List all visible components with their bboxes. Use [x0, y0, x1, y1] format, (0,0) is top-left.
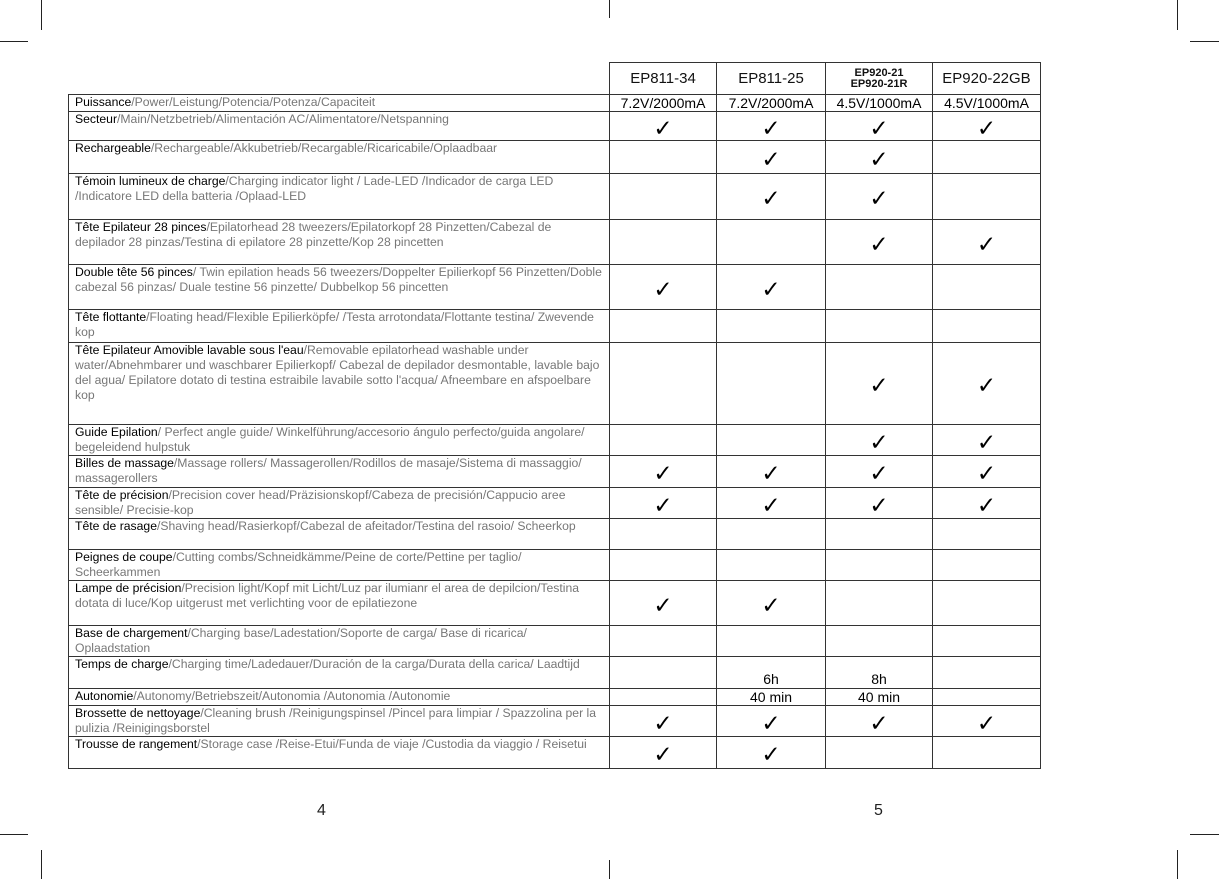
empty-cell — [826, 626, 933, 657]
feature-row — [69, 343, 1041, 425]
feature-row — [69, 488, 1041, 519]
model-header: EP811-34 — [610, 63, 717, 95]
empty-cell — [717, 550, 826, 581]
checkmark-icon: ✓ — [976, 460, 997, 486]
feature-translations: /Precision light/Kopf mit Licht/Luz par ilumianr el area de depilcion/Testina dotata di luce/Kop uitgerust met verlichting voor de epilatiezone — [75, 581, 580, 610]
feature-translations: /Cutting combs/Schneidkämme/Peine de corte/Pettine per taglio/ Scheerkammen — [75, 550, 522, 579]
empty-cell — [717, 519, 826, 550]
empty-cell — [826, 310, 933, 343]
checkmark-icon: ✓ — [976, 114, 997, 141]
feature-cell — [933, 112, 1041, 141]
empty-cell — [933, 737, 1041, 769]
checkmark-icon: ✓ — [976, 372, 997, 398]
feature-translations: /Shaving head/Rasierkopf/Cabezal de afeitador/Testina del rasoio/ Scheerkop — [156, 519, 576, 533]
model-header-line: EP920-21 — [854, 66, 904, 79]
feature-row — [69, 174, 1041, 220]
power-value: 7.2V/2000mA — [717, 95, 826, 112]
feature-translations: /Storage case /Reise-Etui/Funda de viaje /Custodia da viaggio / Reisetui — [197, 737, 587, 751]
power-value: 7.2V/2000mA — [610, 95, 717, 112]
empty-cell — [610, 689, 717, 706]
feature-row — [69, 550, 1041, 581]
feature-cell — [717, 737, 826, 769]
spec-value: 8h — [826, 657, 933, 689]
model-header-row — [69, 63, 1041, 95]
feature-cell — [717, 456, 826, 488]
checkmark-icon: ✓ — [869, 491, 889, 518]
feature-cell — [717, 706, 826, 737]
feature-cell — [826, 706, 933, 737]
feature-name-fr: Tête flottante — [75, 310, 147, 324]
feature-row — [69, 737, 1041, 769]
crop-mark — [1177, 0, 1178, 30]
feature-translations: /Epilatorhead 28 tweezers/Epilatorkopf 28 Pinzetten/Cabezal de depilador 28 pinzas/Testina di epilatore 28 pinzette/Kop 28 pincetten — [75, 220, 552, 249]
checkmark-icon: ✓ — [869, 709, 889, 736]
feature-translations: /Main/Netzbetrieb/Alimentación AC/Alimentatore/Netspanning — [117, 112, 449, 126]
feature-row — [69, 456, 1041, 488]
feature-cell — [717, 112, 826, 141]
empty-cell — [610, 550, 717, 581]
empty-cell — [933, 657, 1041, 689]
feature-cell — [610, 265, 717, 310]
feature-name-fr: Témoin lumineux de charge — [75, 174, 226, 188]
feature-cell — [717, 141, 826, 174]
feature-cell — [933, 425, 1041, 456]
feature-label — [69, 737, 610, 769]
feature-name-fr: Rechargeable — [75, 141, 151, 155]
feature-name-fr: Peignes de coupe — [75, 550, 173, 564]
crop-mark — [609, 0, 610, 18]
feature-name-fr: Temps de charge — [75, 657, 169, 671]
feature-cell — [826, 112, 933, 141]
feature-translations: /Precision cover head/Präzisionskopf/Cabeza de precisión/Cappucio aree sensible/ Precisie-kop — [75, 488, 566, 517]
feature-name-fr: Guide Epilation — [75, 425, 158, 439]
feature-label — [69, 265, 610, 310]
feature-name-fr: Puissance — [75, 95, 132, 109]
model-header: EP811-25 — [717, 63, 826, 95]
feature-translations: /Removable epilatorhead washable under water/Abnehmbarer und waschbarer Epilierkopf/ Cabezal de depilador desmontable, lavable bajo del agua/ Epilatore dotato di testina estraibile lavabile sotto l'acqua/ Afneembare en afspoelbare kop — [75, 343, 600, 402]
checkmark-icon: ✓ — [653, 491, 673, 518]
checkmark-icon: ✓ — [976, 230, 997, 257]
feature-cell — [610, 112, 717, 141]
empty-cell — [717, 310, 826, 343]
checkmark-icon: ✓ — [761, 460, 781, 486]
feature-label — [69, 550, 610, 581]
feature-label — [69, 706, 610, 737]
empty-cell — [933, 689, 1041, 706]
feature-label — [69, 220, 610, 265]
spec-value: 40 min — [826, 689, 933, 706]
feature-cell — [717, 174, 826, 220]
empty-cell — [933, 310, 1041, 343]
empty-cell — [610, 626, 717, 657]
empty-cell — [610, 343, 717, 425]
empty-cell — [717, 626, 826, 657]
checkmark-icon: ✓ — [869, 372, 889, 398]
feature-label — [69, 425, 610, 456]
feature-name-fr: Double tête 56 pinces — [75, 265, 193, 279]
empty-cell — [933, 174, 1041, 220]
power-value: 4.5V/1000mA — [826, 95, 933, 112]
feature-translations: /Charging base/Ladestation/Soporte de carga/ Base di ricarica/ Oplaadstation — [75, 626, 527, 655]
feature-row — [69, 626, 1041, 657]
feature-row — [69, 141, 1041, 174]
feature-cell — [826, 220, 933, 265]
crop-mark — [0, 834, 28, 835]
feature-name-fr: Tête Epilateur 28 pinces — [75, 220, 207, 234]
feature-cell — [933, 220, 1041, 265]
feature-row — [69, 265, 1041, 310]
feature-row — [69, 689, 1041, 706]
spec-value: 6h — [717, 657, 826, 689]
feature-cell — [717, 581, 826, 626]
feature-name-fr: Secteur — [75, 112, 118, 126]
checkmark-icon: ✓ — [869, 114, 889, 141]
crop-mark — [609, 860, 610, 879]
feature-label — [69, 488, 610, 519]
checkmark-icon: ✓ — [869, 185, 889, 211]
feature-label — [69, 141, 610, 174]
checkmark-icon: ✓ — [976, 491, 997, 518]
checkmark-icon: ✓ — [761, 491, 781, 518]
checkmark-icon: ✓ — [869, 230, 889, 257]
feature-name-fr: Tête de précision — [75, 488, 169, 502]
feature-comparison-table — [68, 62, 1041, 769]
feature-label — [69, 112, 610, 141]
feature-translations: /Floating head/Flexible Epilierköpfe/ /Testa arrotondata/Flottante testina/ Zwevende kop — [75, 310, 594, 339]
feature-row — [69, 95, 1041, 112]
crop-mark — [0, 41, 28, 42]
feature-cell — [826, 425, 933, 456]
model-header: EP920-22GB — [933, 63, 1041, 95]
feature-row — [69, 112, 1041, 141]
feature-row — [69, 220, 1041, 265]
feature-cell — [826, 141, 933, 174]
feature-cell — [933, 343, 1041, 425]
feature-cell — [933, 706, 1041, 737]
empty-cell — [933, 626, 1041, 657]
empty-cell — [610, 425, 717, 456]
feature-row — [69, 657, 1041, 689]
feature-cell — [610, 488, 717, 519]
power-value: 4.5V/1000mA — [933, 95, 1041, 112]
header-blank-cell — [69, 63, 610, 95]
model-header-line: EP920-21R — [850, 77, 908, 90]
empty-cell — [610, 519, 717, 550]
feature-cell — [717, 265, 826, 310]
crop-mark — [1177, 850, 1178, 879]
feature-cell — [610, 737, 717, 769]
checkmark-icon: ✓ — [761, 709, 781, 736]
empty-cell — [717, 343, 826, 425]
feature-row — [69, 425, 1041, 456]
feature-name-fr: Tête de rasage — [75, 519, 157, 533]
checkmark-icon: ✓ — [653, 114, 673, 141]
checkmark-icon: ✓ — [761, 741, 781, 767]
checkmark-icon: ✓ — [653, 460, 673, 486]
checkmark-icon: ✓ — [869, 428, 889, 455]
crop-mark — [1190, 834, 1219, 835]
checkmark-icon: ✓ — [761, 145, 781, 172]
feature-translations: /Autonomy/Betriebszeit/Autonomia /Autonomia /Autonomie — [133, 689, 451, 703]
feature-label — [69, 95, 610, 112]
empty-cell — [610, 657, 717, 689]
empty-cell — [610, 141, 717, 174]
empty-cell — [933, 519, 1041, 550]
checkmark-icon: ✓ — [976, 709, 997, 736]
checkmark-icon: ✓ — [761, 185, 781, 211]
page-number-right: 5 — [874, 802, 883, 819]
checkmark-icon: ✓ — [653, 591, 673, 618]
feature-row — [69, 519, 1041, 550]
empty-cell — [933, 265, 1041, 310]
feature-name-fr: Tête Epilateur Amovible lavable sous l'eau — [75, 343, 304, 357]
feature-label — [69, 657, 610, 689]
feature-cell — [933, 456, 1041, 488]
feature-name-fr: Lampe de précision — [75, 581, 182, 595]
empty-cell — [826, 737, 933, 769]
checkmark-icon: ✓ — [869, 145, 889, 172]
feature-cell — [826, 174, 933, 220]
checkmark-icon: ✓ — [761, 114, 781, 141]
feature-label — [69, 310, 610, 343]
empty-cell — [717, 220, 826, 265]
checkmark-icon: ✓ — [653, 741, 673, 767]
checkmark-icon: ✓ — [761, 591, 781, 618]
feature-translations: /Power/Leistung/Potencia/Potenza/Capaciteit — [131, 95, 376, 109]
feature-row — [69, 310, 1041, 343]
feature-cell — [610, 456, 717, 488]
feature-name-fr: Trousse de rangement — [75, 737, 198, 751]
feature-cell — [717, 488, 826, 519]
empty-cell — [826, 519, 933, 550]
feature-name-fr: Brossette de nettoyage — [75, 706, 201, 720]
crop-mark — [41, 850, 42, 879]
checkmark-icon: ✓ — [653, 275, 673, 302]
feature-cell — [610, 706, 717, 737]
feature-translations: /Rechargeable/Akkubetrieb/Recargable/Ricaricabile/Oplaadbaar — [150, 141, 498, 155]
feature-label — [69, 343, 610, 425]
empty-cell — [826, 581, 933, 626]
empty-cell — [610, 220, 717, 265]
feature-label — [69, 626, 610, 657]
empty-cell — [826, 265, 933, 310]
model-header — [826, 63, 933, 95]
feature-cell — [933, 488, 1041, 519]
checkmark-icon: ✓ — [653, 709, 673, 736]
spec-value: 40 min — [717, 689, 826, 706]
feature-label — [69, 456, 610, 488]
feature-label — [69, 581, 610, 626]
checkmark-icon: ✓ — [761, 275, 781, 302]
empty-cell — [933, 550, 1041, 581]
feature-cell — [826, 343, 933, 425]
crop-mark — [41, 0, 42, 30]
feature-row — [69, 706, 1041, 737]
empty-cell — [826, 550, 933, 581]
feature-cell — [826, 456, 933, 488]
empty-cell — [610, 310, 717, 343]
page-number-left: 4 — [317, 802, 326, 819]
checkmark-icon: ✓ — [976, 428, 997, 455]
feature-name-fr: Base de chargement — [75, 626, 188, 640]
feature-translations: / Perfect angle guide/ Winkelführung/accesorio ángulo perfecto/guida angolare/ begeleidend hulpstuk — [75, 425, 585, 454]
feature-translations: / Twin epilation heads 56 tweezers/Doppelter Epilierkopf 56 Pinzetten/Doble cabezal 56 pinzas/ Duale testine 56 pinzette/ Dubbelkop 56 pincetten — [75, 265, 602, 294]
feature-label — [69, 689, 610, 706]
checkmark-icon: ✓ — [869, 460, 889, 486]
feature-name-fr: Autonomie — [75, 689, 134, 703]
empty-cell — [933, 581, 1041, 626]
feature-translations: /Cleaning brush /Reinigungspinsel /Pincel para limpiar / Spazzolina per la pulizia /Reinigingsborstel — [75, 706, 596, 735]
feature-label — [69, 519, 610, 550]
empty-cell — [717, 425, 826, 456]
feature-translations: /Charging time/Ladedauer/Duración de la carga/Durata della carica/ Laadtijd — [168, 657, 580, 671]
crop-mark — [1190, 41, 1219, 42]
feature-row — [69, 581, 1041, 626]
feature-translations: /Charging indicator light / Lade-LED /Indicador de carga LED /Indicatore LED della batteria /Oplaad-LED — [75, 174, 554, 203]
feature-translations: /Massage rollers/ Massagerollen/Rodillos de masaje/Sistema di massaggio/ massagerollers — [75, 456, 582, 485]
feature-cell — [610, 581, 717, 626]
feature-label — [69, 174, 610, 220]
feature-cell — [826, 488, 933, 519]
empty-cell — [610, 174, 717, 220]
feature-name-fr: Billes de massage — [75, 456, 174, 470]
empty-cell — [933, 141, 1041, 174]
